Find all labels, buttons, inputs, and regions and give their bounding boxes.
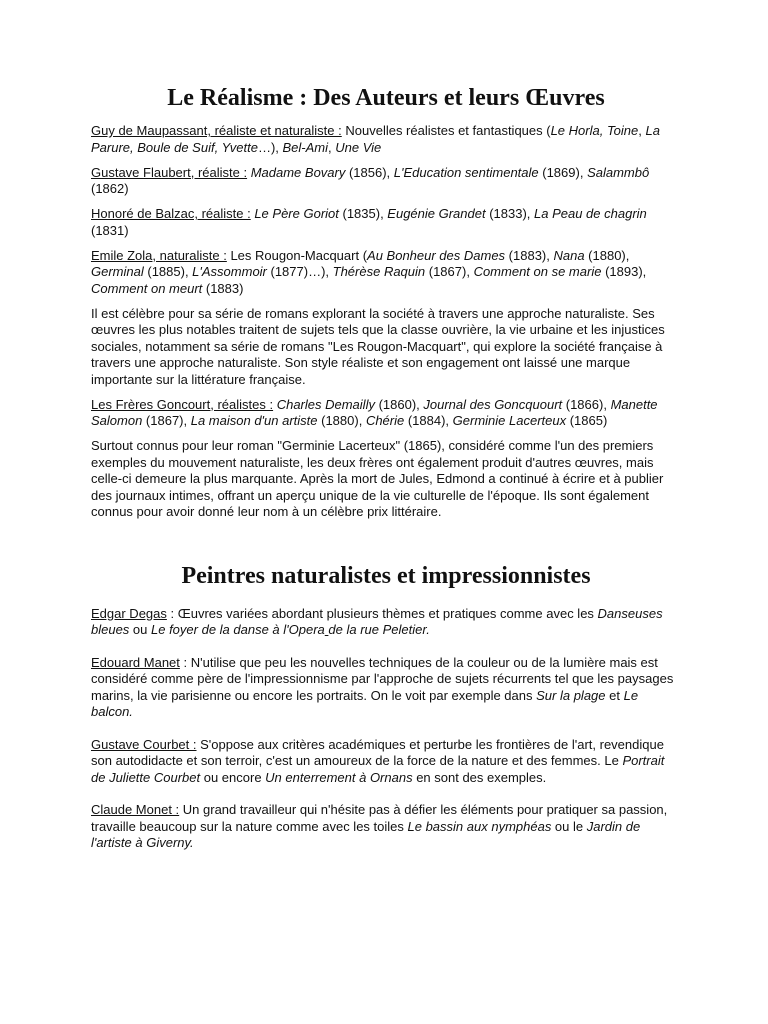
entry-text: (1867), xyxy=(425,264,474,279)
work-title: Salammbô xyxy=(587,164,650,180)
work-title: de la rue Peletier. xyxy=(328,622,430,637)
entry-balzac xyxy=(91,206,681,239)
entry-text: ou xyxy=(129,622,151,637)
section-title: Peintres naturalistes et impressionnistes xyxy=(181,562,591,589)
work-title: Un enterrement à Ornans xyxy=(265,769,413,785)
goncourt-paragraph: Surtout connus pour leur roman "Germinie Lacerteux" (1865), considéré comme l'un des premiers exemples du mouvement naturaliste, les deux frères ont également produit d'autres œuvres, mais celle-ci demeure la plus marquante. Après la mort de Jules, Edmond a continué à écrire et à publier des journaux intimes, offrant un aperçu unique de la vie culturelle de l'époque. Ils sont également connus pour avoir donné leur nom à un célèbre prix littéraire. xyxy=(91,438,664,519)
work-title: Jardin de l'artiste à Giverny. xyxy=(91,818,641,850)
work-title: Thérèse Raquin xyxy=(332,264,426,279)
entry-text: (1883), xyxy=(505,247,554,263)
entry-text: Les Rougon-Macquart ( xyxy=(226,247,368,263)
work-title: Au Bonheur des Dames xyxy=(367,247,506,263)
work-title: Germinie Lacerteux xyxy=(452,413,567,428)
entry-text: ou encore xyxy=(200,769,266,785)
entry-text: …), xyxy=(257,139,283,155)
entry-manet xyxy=(91,655,681,721)
entry-text: (1880), xyxy=(317,413,366,428)
work-title: Journal des Goncquourt xyxy=(423,396,563,412)
entry-text: : Œuvres variées abordant plusieurs thèmes et pratiques comme avec les xyxy=(166,605,598,621)
entry-goncourt xyxy=(91,397,681,430)
work-title: Comment on se marie xyxy=(473,264,602,279)
entry-text: (1865) xyxy=(566,413,608,428)
entry-maupassant xyxy=(91,123,681,156)
painter-name: Claude Monet : xyxy=(91,802,180,817)
entry-text: en sont des exemples. xyxy=(412,769,547,785)
work-title: Bel-Ami xyxy=(282,139,329,155)
work-title: Germinal xyxy=(91,264,144,279)
entry-text: (1884), xyxy=(404,413,453,428)
work-title: L'Education sentimentale xyxy=(393,164,539,180)
entry-text: ou le xyxy=(551,818,587,834)
entry-text: (1893), xyxy=(601,264,647,279)
entry-text: S'oppose aux critères académiques et perturbe les frontières de l'art, revendique son autodidacte et son terroir, c'est un amoureux de la force de la nature et des femmes. Le xyxy=(91,736,664,768)
entry-text: (1856), xyxy=(345,164,394,180)
entry-text: (1862) xyxy=(91,181,129,196)
work-title: Sur la plage xyxy=(536,687,606,703)
work-title: Eugénie Grandet xyxy=(387,206,486,221)
entry-text: (1883) xyxy=(202,280,244,296)
author-name: Emile Zola, naturaliste : xyxy=(91,247,227,263)
entry-text: (1866), xyxy=(562,396,611,412)
author-name: Les Frères Goncourt, réalistes : xyxy=(91,396,274,412)
entry-text: , xyxy=(638,123,646,138)
work-title: Madame Bovary xyxy=(250,164,346,180)
entry-flaubert xyxy=(91,165,681,198)
work-title: Portrait de Juliette Courbet xyxy=(91,753,665,785)
entry-text: et xyxy=(605,687,624,703)
entry-text: , xyxy=(328,139,336,155)
entry-text: (1860), xyxy=(374,396,424,412)
entry-courbet xyxy=(91,737,681,787)
entry-monet xyxy=(91,802,681,852)
work-title: Danseuses bleues xyxy=(91,605,663,637)
zola-paragraph: Il est célèbre pour sa série de romans explorant la société à travers une approche naturaliste. Ses œuvres les plus notables traitent de sujets tels que la classe ouvrière, la vie urbaine et les injustices sociales, notamment sa série de romans "Les Rougon-Macquart", qui explore la société française à travers une approche naturaliste. Son style réaliste et son engagement ont laissé une marque importante sur la littérature française. xyxy=(91,305,665,387)
painter-name: Edgar Degas xyxy=(91,605,167,621)
work-title: Le Père Goriot xyxy=(254,206,339,221)
entry-text: (1833), xyxy=(485,206,535,221)
work-title: La maison d'un artiste xyxy=(190,413,318,428)
work-title: Le Horla, Toine xyxy=(550,123,639,138)
work-title: Charles Demailly xyxy=(276,396,375,412)
work-title: La Parure, Boule de Suif, Yvette xyxy=(91,123,660,155)
entry-text: (1867), xyxy=(142,413,191,428)
entry-degas xyxy=(91,606,681,639)
entry-text: Nouvelles réalistes et fantastiques ( xyxy=(341,123,551,138)
painter-name: Gustave Courbet : xyxy=(91,736,197,752)
entry-text: (1831) xyxy=(91,222,129,238)
entry-text: : N'utilise que peu les nouvelles techniques de la couleur ou de la lumière mais est considéré comme père de l'impressionnisme par l'approche de sujets récurrents tel que les paysages marins, la vie parisienne ou encore les portraits. On le voit par exemple dans xyxy=(91,654,674,703)
entry-text: (1835), xyxy=(338,206,388,221)
work-title: Chérie xyxy=(365,413,405,428)
entry-zola xyxy=(91,248,681,298)
author-name: Honoré de Balzac, réaliste : xyxy=(91,206,251,221)
work-title: Le foyer de la danse à l'Opera xyxy=(151,622,325,637)
entry-text: (1885), xyxy=(143,264,193,279)
entry-text: (1877)…), xyxy=(266,264,333,279)
entry-text: Un grand travailleur qui n'hésite pas à défier les éléments pour pratiquer sa passion, travaille beaucoup sur la nature comme avec les toiles xyxy=(91,802,668,834)
work-title: Une Vie xyxy=(335,139,382,155)
work-title: Nana xyxy=(553,247,585,263)
work-title: Manette Salomon xyxy=(91,396,658,428)
author-name: Guy de Maupassant, réaliste et naturaliste : xyxy=(91,123,342,138)
author-name: Gustave Flaubert, réaliste : xyxy=(91,164,248,180)
work-title: L'Assommoir xyxy=(192,264,267,279)
entry-text: (1869), xyxy=(538,164,588,180)
painter-name: Edouard Manet xyxy=(91,654,180,670)
work-title: Le balcon. xyxy=(91,687,639,719)
work-title: Comment on meurt xyxy=(91,280,203,296)
work-title: La Peau de chagrin xyxy=(534,206,647,221)
document-page xyxy=(91,84,681,860)
page-title: Le Réalisme : Des Auteurs et leurs Œuvres xyxy=(167,85,605,111)
entry-text: (1880), xyxy=(584,247,630,263)
work-title: Le bassin aux nymphéas xyxy=(407,818,552,834)
